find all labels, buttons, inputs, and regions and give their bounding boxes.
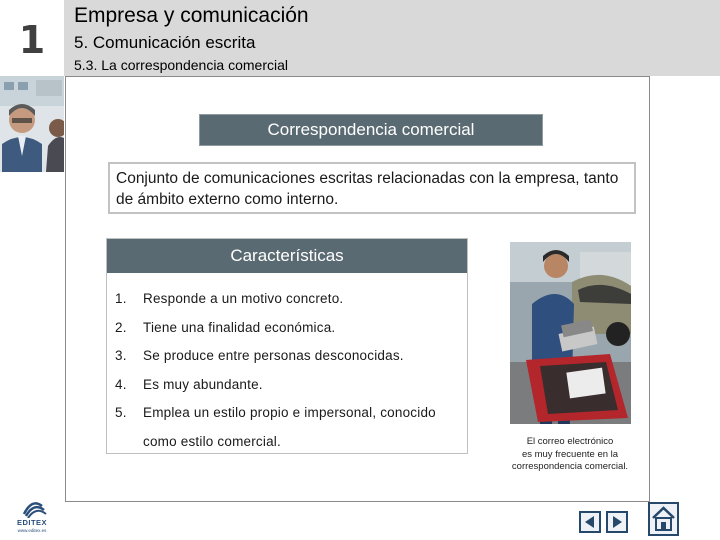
caption-line: El correo electrónico bbox=[526, 436, 614, 447]
definition-box: Conjunto de comunicaciones escritas relacionadas con la empresa, tanto de ámbito externo como interno. bbox=[108, 162, 636, 214]
photo-caption bbox=[500, 436, 640, 474]
item-number: 4. bbox=[115, 376, 127, 392]
home-icon bbox=[650, 504, 677, 534]
item-number: 2. bbox=[115, 319, 127, 335]
subsection-title: 5.3. La correspondencia comercial bbox=[74, 57, 289, 73]
item-text: Responde a un motivo concreto. bbox=[143, 291, 344, 306]
topic-banner: Correspondencia comercial bbox=[199, 114, 543, 146]
caption-line: correspondencia comercial. bbox=[511, 461, 629, 472]
item-text: Es muy abundante. bbox=[143, 376, 263, 392]
list-item bbox=[115, 399, 465, 428]
prev-button[interactable] bbox=[579, 511, 601, 533]
header-photo bbox=[0, 76, 64, 172]
caption-line: es muy frecuente en la bbox=[521, 448, 619, 460]
characteristics-list bbox=[115, 285, 465, 456]
editex-logo bbox=[10, 496, 54, 536]
item-text-continuation: como estilo comercial. bbox=[143, 433, 281, 449]
chapter-number: 1 bbox=[0, 0, 64, 76]
item-text: Emplea un estilo propio e impersonal, conocido bbox=[143, 405, 436, 420]
home-button[interactable] bbox=[648, 502, 679, 536]
characteristics-heading: Características bbox=[107, 239, 467, 273]
item-number: 5. bbox=[115, 405, 127, 420]
logo-url: www.editex.es bbox=[17, 528, 47, 533]
next-button[interactable] bbox=[606, 511, 628, 533]
list-item bbox=[115, 371, 465, 400]
editex-logo-mark bbox=[10, 496, 54, 518]
list-item bbox=[115, 342, 465, 371]
arrow-right-icon bbox=[608, 513, 626, 531]
arrow-left-icon bbox=[581, 513, 599, 531]
mechanic-laptop-photo bbox=[510, 242, 631, 424]
logo-name: EDITEX bbox=[16, 518, 48, 527]
page-title: Empresa y comunicación bbox=[74, 4, 309, 27]
characteristics-box bbox=[106, 238, 468, 454]
section-title: 5. Comunicación escrita bbox=[74, 33, 256, 52]
list-item-continuation bbox=[115, 428, 465, 457]
item-text: Tiene una finalidad económica. bbox=[143, 319, 336, 335]
list-item bbox=[115, 314, 465, 343]
list-item bbox=[115, 285, 465, 314]
item-text: Se produce entre personas desconocidas. bbox=[143, 348, 404, 363]
item-number: 3. bbox=[115, 348, 127, 363]
item-number: 1. bbox=[115, 291, 127, 306]
